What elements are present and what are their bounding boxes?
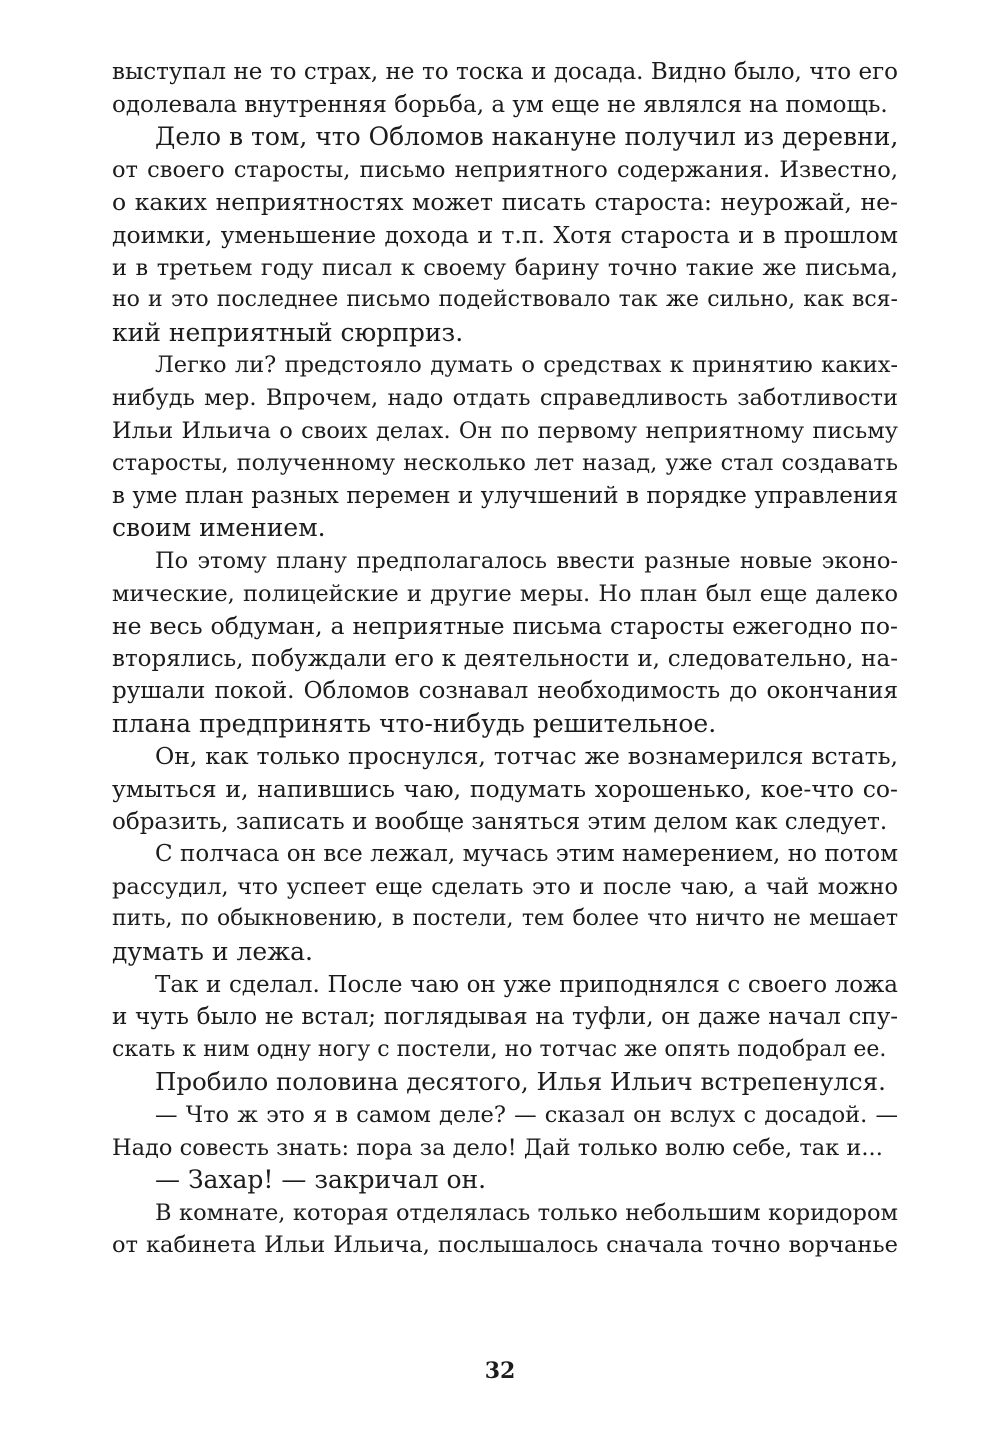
- text-line: Дело в том, что Обломов накануне получил из деревни,: [155, 122, 899, 152]
- text-line: мические, полицейские и другие меры. Но план был еще далеко: [112, 580, 898, 607]
- text-line: Он, как только проснулся, тотчас же вознамерился встать,: [155, 742, 898, 771]
- text-line: образить, записать и вообще заняться этим делом как следует.: [112, 808, 888, 835]
- text-line: о каких неприятностях может писать староста: неурожай, не-: [112, 188, 898, 217]
- text-line: рассудил, что успеет еще сделать это и после чаю, а чай можно: [112, 873, 898, 900]
- body-text: [112, 56, 898, 1262]
- text-line: По этому плану предполагалось ввести разные новые эконо-: [155, 547, 898, 574]
- text-line: рушали покой. Обломов сознавал необходимость до окончания: [112, 678, 898, 705]
- page-number: 32: [484, 1358, 516, 1384]
- text-line: скать к ним одну ногу с постели, но тотчас же опять подобрал ее.: [112, 1036, 887, 1062]
- text-line: умыться и, напившись чаю, подумать хорошенько, кое-что со-: [112, 775, 898, 804]
- text-line: и в третьем году писал к своему барину точно такие же письма,: [112, 254, 898, 281]
- text-line: от своего старосты, письмо неприятного содержания. Известно,: [112, 156, 898, 183]
- text-line: нибудь мер. Впрочем, надо отдать справедливость заботливости: [112, 384, 898, 411]
- text-line: Пробило половина десятого, Илья Ильич встрепенулся.: [155, 1067, 886, 1097]
- text-line: Ильи Ильича о своих делах. Он по первому неприятному письму: [112, 417, 898, 444]
- text-line: одолевала внутренняя борьба, а ум еще не являлся на помощь.: [112, 91, 888, 118]
- text-line: своим имением.: [112, 513, 326, 543]
- text-line: не весь обдуман, а неприятные письма старосты ежегодно по-: [112, 612, 898, 641]
- text-line: выступал не то страх, не то тоска и досада. Видно было, что его: [112, 59, 898, 85]
- text-line: пить, по обыкновению, в постели, тем более что ничто не мешает: [112, 906, 898, 932]
- text-line: — Захар! — закричал он.: [155, 1165, 487, 1195]
- text-line: старосты, полученному несколько лет назад, уже стал создавать: [112, 450, 898, 477]
- text-line: вторялись, побуждали его к деятельности и, следовательно, на-: [112, 645, 898, 672]
- text-line: Надо совесть знать: пора за дело! Дай только волю себе, так и...: [112, 1134, 883, 1161]
- text-line: кий неприятный сюрприз.: [112, 317, 464, 347]
- text-line: Так и сделал. После чаю он уже приподнялся с своего ложа: [155, 971, 898, 998]
- text-line: доимки, уменьшение дохода и т.п. Хотя староста и в прошлом: [112, 220, 898, 249]
- text-line: но и это последнее письмо подействовало так же сильно, как вся-: [112, 287, 898, 313]
- text-line: — Что ж это я в самом деле? — сказал он вслух с досадой. —: [155, 1102, 898, 1128]
- text-line: В комнате, которая отделялась только небольшим коридором: [155, 1199, 898, 1226]
- text-line: и чуть было не встал; поглядывая на туфли, он даже начал спу-: [112, 1004, 898, 1031]
- text-line: от кабинета Ильи Ильича, послышалось сначала точно ворчанье: [112, 1232, 898, 1259]
- text-line: думать и лежа.: [112, 937, 313, 967]
- text-line: Легко ли? предстояло думать о средствах к принятию каких-: [155, 352, 898, 379]
- text-line: в уме план разных перемен и улучшений в порядке управления: [112, 482, 898, 509]
- text-line: плана предпринять что-нибудь решительное.: [112, 708, 717, 738]
- text-line: С полчаса он все лежал, мучась этим намерением, но потом: [155, 841, 898, 868]
